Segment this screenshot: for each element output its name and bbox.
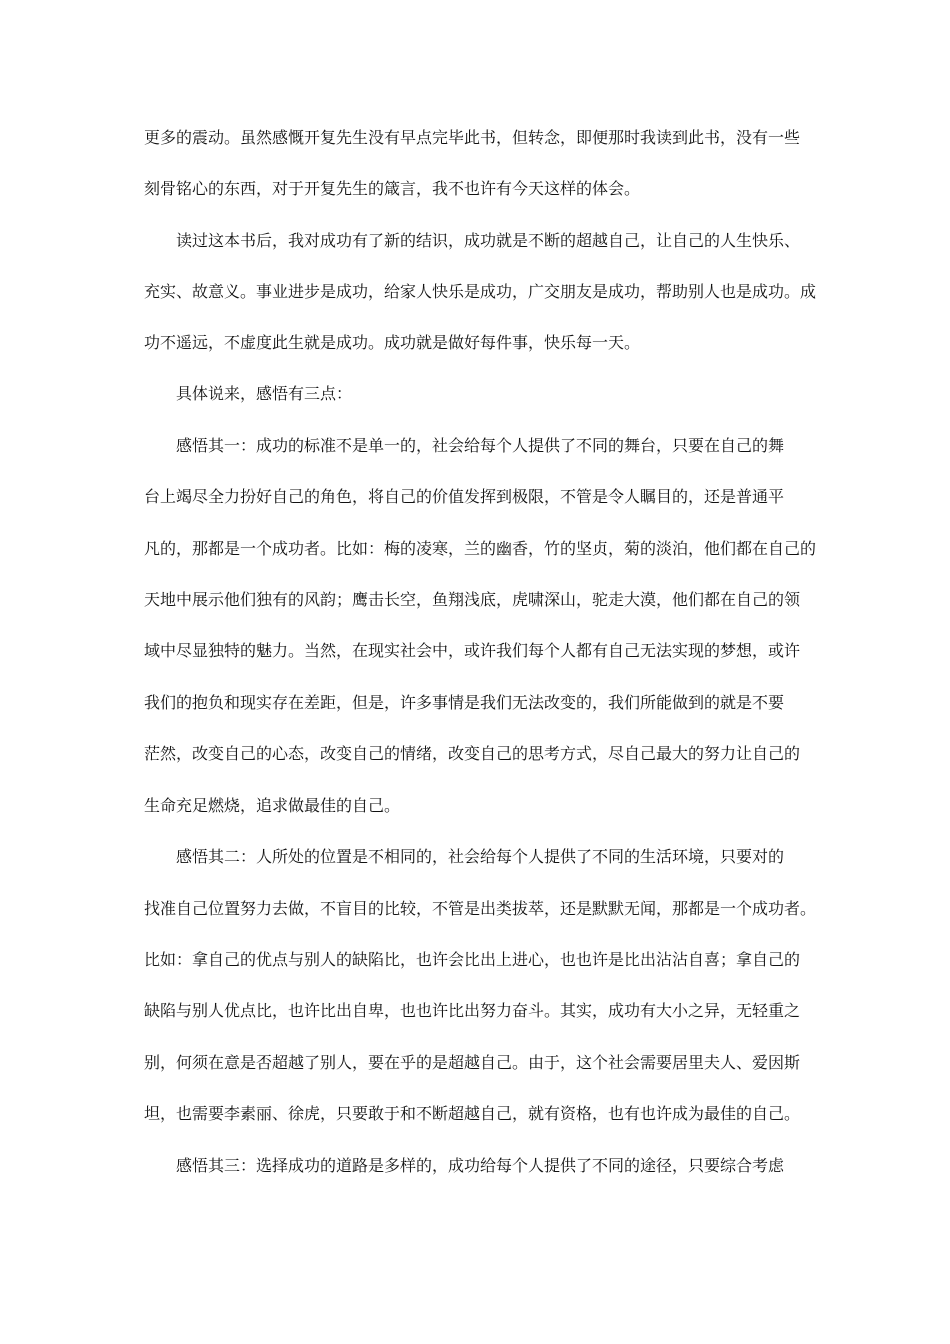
text-line: 比如：拿自己的优点与别人的缺陷比，也许会比出上进心，也也许是比出沾沾自喜；拿自己的 <box>144 950 801 969</box>
text-line: 台上竭尽全力扮好自己的角色，将自己的价值发挥到极限，不管是令人瞩目的，还是普通平 <box>144 487 785 506</box>
text-line: 茫然，改变自己的心态，改变自己的情绪，改变自己的思考方式，尽自己最大的努力让自己的 <box>144 744 801 763</box>
text-line: 找准自己位置努力去做，不盲目的比较，不管是出类拔萃，还是默默无闻，那都是一个成功者。 <box>144 899 817 918</box>
text-line: 充实、故意义。事业进步是成功，给家人快乐是成功，广交朋友是成功，帮助别人也是成功。成 <box>144 282 817 301</box>
text-line: 别，何须在意是否超越了别人，要在乎的是超越自己。由于，这个社会需要居里夫人、爱因斯 <box>144 1053 801 1072</box>
text-line: 我们的抱负和现实存在差距，但是，许多事情是我们无法改变的，我们所能做到的就是不要 <box>144 693 785 712</box>
text-line: 刻骨铭心的东西，对于开复先生的箴言，我不也许有今天这样的体会。 <box>144 179 641 198</box>
text-line: 凡的，那都是一个成功者。比如：梅的凌寒，兰的幽香，竹的坚贞，菊的淡泊，他们都在自己的 <box>144 539 817 558</box>
paragraph-first-line: 具体说来，感悟有三点： <box>176 384 353 403</box>
paragraph-first-line: 感悟其三：选择成功的道路是多样的，成功给每个人提供了不同的途径，只要综合考虑 <box>176 1156 785 1175</box>
text-line: 缺陷与别人优点比，也许比出自卑，也也许比出努力奋斗。其实，成功有大小之异，无轻重之 <box>144 1001 801 1020</box>
paragraph-first-line: 读过这本书后，我对成功有了新的结识，成功就是不断的超越自己，让自己的人生快乐、 <box>176 231 801 250</box>
text-line: 坦，也需要李素丽、徐虎，只要敢于和不断超越自己，就有资格，也有也许成为最佳的自己。 <box>144 1104 801 1123</box>
text-line: 域中尽显独特的魅力。当然，在现实社会中，或许我们每个人都有自己无法实现的梦想，或许 <box>144 641 801 660</box>
text-line: 功不遥远，不虚度此生就是成功。成功就是做好每件事，快乐每一天。 <box>144 333 641 352</box>
text-line: 天地中展示他们独有的风韵；鹰击长空，鱼翔浅底，虎啸深山，驼走大漠，他们都在自己的领 <box>144 590 801 609</box>
text-line: 生命充足燃烧，追求做最佳的自己。 <box>144 796 401 815</box>
paragraph-first-line: 感悟其一：成功的标准不是单一的，社会给每个人提供了不同的舞台，只要在自己的舞 <box>176 436 785 455</box>
text-line: 更多的震动。虽然感慨开复先生没有早点完毕此书，但转念，即便那时我读到此书，没有一些 <box>144 128 801 147</box>
paragraph-first-line: 感悟其二：人所处的位置是不相同的，社会给每个人提供了不同的生活环境，只要对的 <box>176 847 785 866</box>
